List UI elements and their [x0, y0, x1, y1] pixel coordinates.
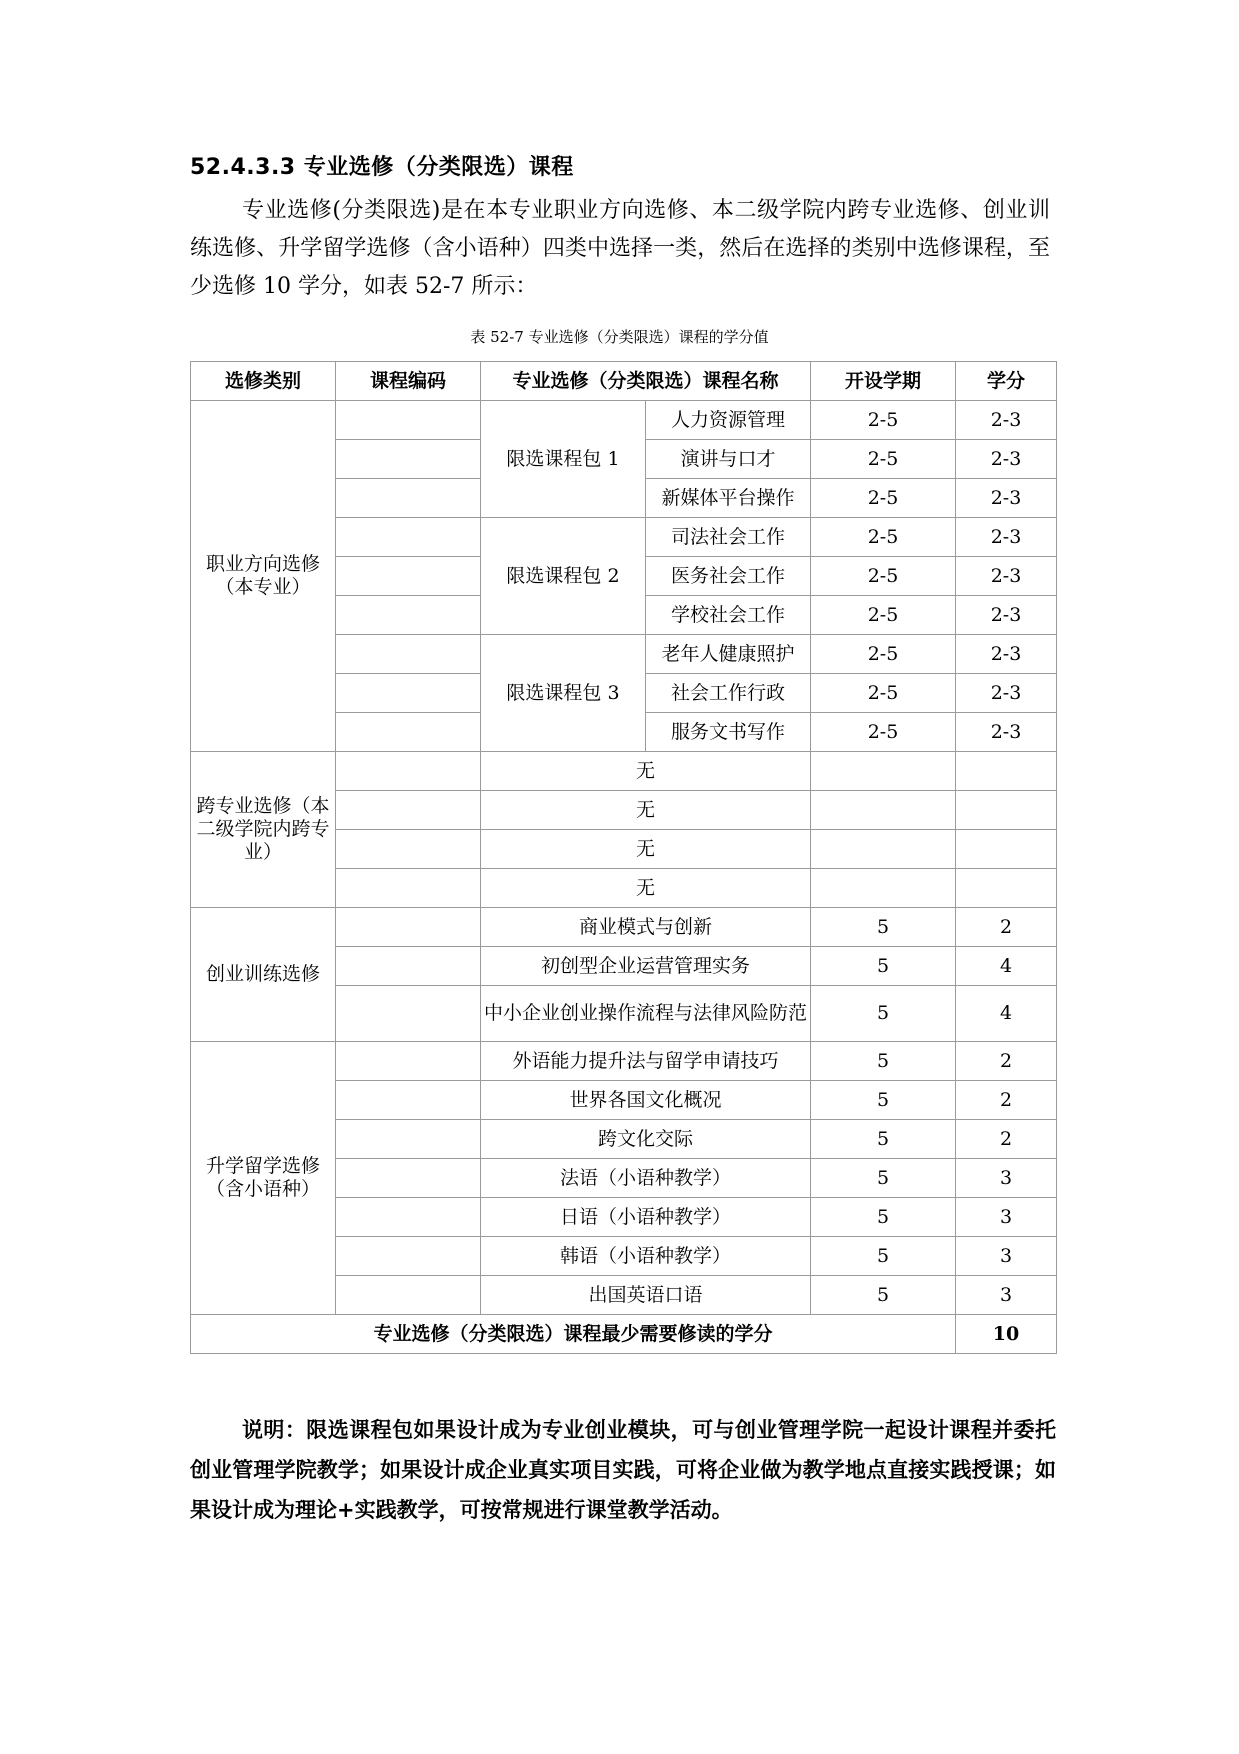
course-code-cell [336, 830, 481, 869]
course-name: 无 [481, 830, 811, 869]
course-code-cell [336, 947, 481, 986]
course-name: 演讲与口才 [646, 440, 811, 479]
table-caption: 表 52-7 专业选修（分类限选）课程的学分值 [470, 328, 769, 346]
course-credit: 2-3 [956, 518, 1057, 557]
course-credit: 4 [956, 947, 1057, 986]
course-code-cell [336, 401, 481, 440]
course-term: 5 [811, 1159, 956, 1198]
course-code-cell [336, 674, 481, 713]
category-startup: 创业训练选修 [191, 908, 336, 1042]
course-term: 2-5 [811, 518, 956, 557]
package-name: 限选课程包 3 [481, 635, 646, 752]
course-credit: 3 [956, 1159, 1057, 1198]
course-code-cell [336, 713, 481, 752]
course-code-cell [336, 1081, 481, 1120]
section-heading: 52.4.3.3 专业选修（分类限选）课程 [190, 155, 574, 180]
course-term: 5 [811, 1042, 956, 1081]
course-name: 初创型企业运营管理实务 [481, 947, 811, 986]
course-code-cell [336, 1276, 481, 1315]
course-term: 2-5 [811, 713, 956, 752]
category-cross-major: 跨专业选修（本二级学院内跨专业） [191, 752, 336, 908]
course-name: 司法社会工作 [646, 518, 811, 557]
course-name: 无 [481, 791, 811, 830]
course-term: 5 [811, 947, 956, 986]
total-credit-value: 10 [956, 1315, 1057, 1354]
course-term: 5 [811, 1198, 956, 1237]
course-term: 2-5 [811, 596, 956, 635]
course-term: 5 [811, 1081, 956, 1120]
table-row [191, 401, 1057, 440]
course-credit: 2-3 [956, 713, 1057, 752]
table-row [191, 1042, 1057, 1081]
course-credit: 2-3 [956, 479, 1057, 518]
course-credit [956, 791, 1057, 830]
course-credit: 2 [956, 1081, 1057, 1120]
course-name: 日语（小语种教学） [481, 1198, 811, 1237]
course-name: 学校社会工作 [646, 596, 811, 635]
course-term [811, 830, 956, 869]
category-career: 职业方向选修（本专业） [191, 401, 336, 752]
course-credit: 3 [956, 1237, 1057, 1276]
course-credit: 2-3 [956, 557, 1057, 596]
header-course-name: 专业选修（分类限选）课程名称 [481, 362, 811, 401]
course-credit: 2-3 [956, 674, 1057, 713]
course-term [811, 791, 956, 830]
table-row [191, 752, 1057, 791]
course-credit: 2-3 [956, 440, 1057, 479]
course-term [811, 752, 956, 791]
course-credit-table [190, 361, 1057, 1354]
header-term: 开设学期 [811, 362, 956, 401]
table-row [191, 908, 1057, 947]
course-credit [956, 752, 1057, 791]
course-name: 医务社会工作 [646, 557, 811, 596]
course-credit: 3 [956, 1276, 1057, 1315]
course-name: 无 [481, 752, 811, 791]
course-term: 5 [811, 1120, 956, 1159]
course-name: 跨文化交际 [481, 1120, 811, 1159]
course-term: 2-5 [811, 557, 956, 596]
course-credit: 2-3 [956, 401, 1057, 440]
course-code-cell [336, 791, 481, 830]
course-code-cell [336, 635, 481, 674]
table-header-row [191, 362, 1057, 401]
course-credit [956, 830, 1057, 869]
course-term: 2-5 [811, 479, 956, 518]
course-code-cell [336, 479, 481, 518]
package-name: 限选课程包 2 [481, 518, 646, 635]
course-term: 5 [811, 1276, 956, 1315]
course-name: 商业模式与创新 [481, 908, 811, 947]
course-term: 5 [811, 1237, 956, 1276]
course-code-cell [336, 908, 481, 947]
course-code-cell [336, 869, 481, 908]
course-term: 2-5 [811, 635, 956, 674]
course-credit [956, 869, 1057, 908]
course-name: 韩语（小语种教学） [481, 1237, 811, 1276]
course-code-cell [336, 986, 481, 1042]
course-code-cell [336, 518, 481, 557]
course-term: 2-5 [811, 674, 956, 713]
course-code-cell [336, 1237, 481, 1276]
course-name: 出国英语口语 [481, 1276, 811, 1315]
category-study-abroad: 升学留学选修（含小语种） [191, 1042, 336, 1315]
course-credit: 2 [956, 1120, 1057, 1159]
course-code-cell [336, 596, 481, 635]
course-term: 5 [811, 908, 956, 947]
course-code-cell [336, 1120, 481, 1159]
course-name: 老年人健康照护 [646, 635, 811, 674]
course-code-cell [336, 752, 481, 791]
course-code-cell [336, 1159, 481, 1198]
header-code: 课程编码 [336, 362, 481, 401]
course-credit: 2 [956, 908, 1057, 947]
course-name: 人力资源管理 [646, 401, 811, 440]
course-name: 新媒体平台操作 [646, 479, 811, 518]
intro-paragraph: 专业选修(分类限选)是在本专业职业方向选修、本二级学院内跨专业选修、创业训练选修、升学留学选修（含小语种）四类中选择一类，然后在选择的类别中选修课程，至少选修 10 学分，如表 52-7 所示： [190, 198, 1050, 299]
course-name: 服务文书写作 [646, 713, 811, 752]
course-credit: 2-3 [956, 596, 1057, 635]
course-name: 社会工作行政 [646, 674, 811, 713]
course-code-cell [336, 1042, 481, 1081]
course-name: 无 [481, 869, 811, 908]
course-credit: 2 [956, 1042, 1057, 1081]
note-paragraph: 说明：限选课程包如果设计成为专业创业模块，可与创业管理学院一起设计课程并委托创业管理学院教学；如果设计成企业真实项目实践，可将企业做为教学地点直接实践授课；如果设计成为理论+实践教学，可按常规进行课堂教学活动。 [190, 1418, 1056, 1522]
course-term: 2-5 [811, 440, 956, 479]
total-label: 专业选修（分类限选）课程最少需要修读的学分 [191, 1315, 956, 1354]
course-code-cell [336, 557, 481, 596]
course-credit: 2-3 [956, 635, 1057, 674]
course-name: 外语能力提升法与留学申请技巧 [481, 1042, 811, 1081]
course-code-cell [336, 1198, 481, 1237]
course-name: 世界各国文化概况 [481, 1081, 811, 1120]
total-row [191, 1315, 1057, 1354]
header-category: 选修类别 [191, 362, 336, 401]
header-credit: 学分 [956, 362, 1057, 401]
course-name: 中小企业创业操作流程与法律风险防范 [481, 986, 811, 1042]
course-term: 2-5 [811, 401, 956, 440]
course-code-cell [336, 440, 481, 479]
course-term: 5 [811, 986, 956, 1042]
course-name: 法语（小语种教学） [481, 1159, 811, 1198]
course-credit: 3 [956, 1198, 1057, 1237]
course-term [811, 869, 956, 908]
course-credit: 4 [956, 986, 1057, 1042]
package-name: 限选课程包 1 [481, 401, 646, 518]
